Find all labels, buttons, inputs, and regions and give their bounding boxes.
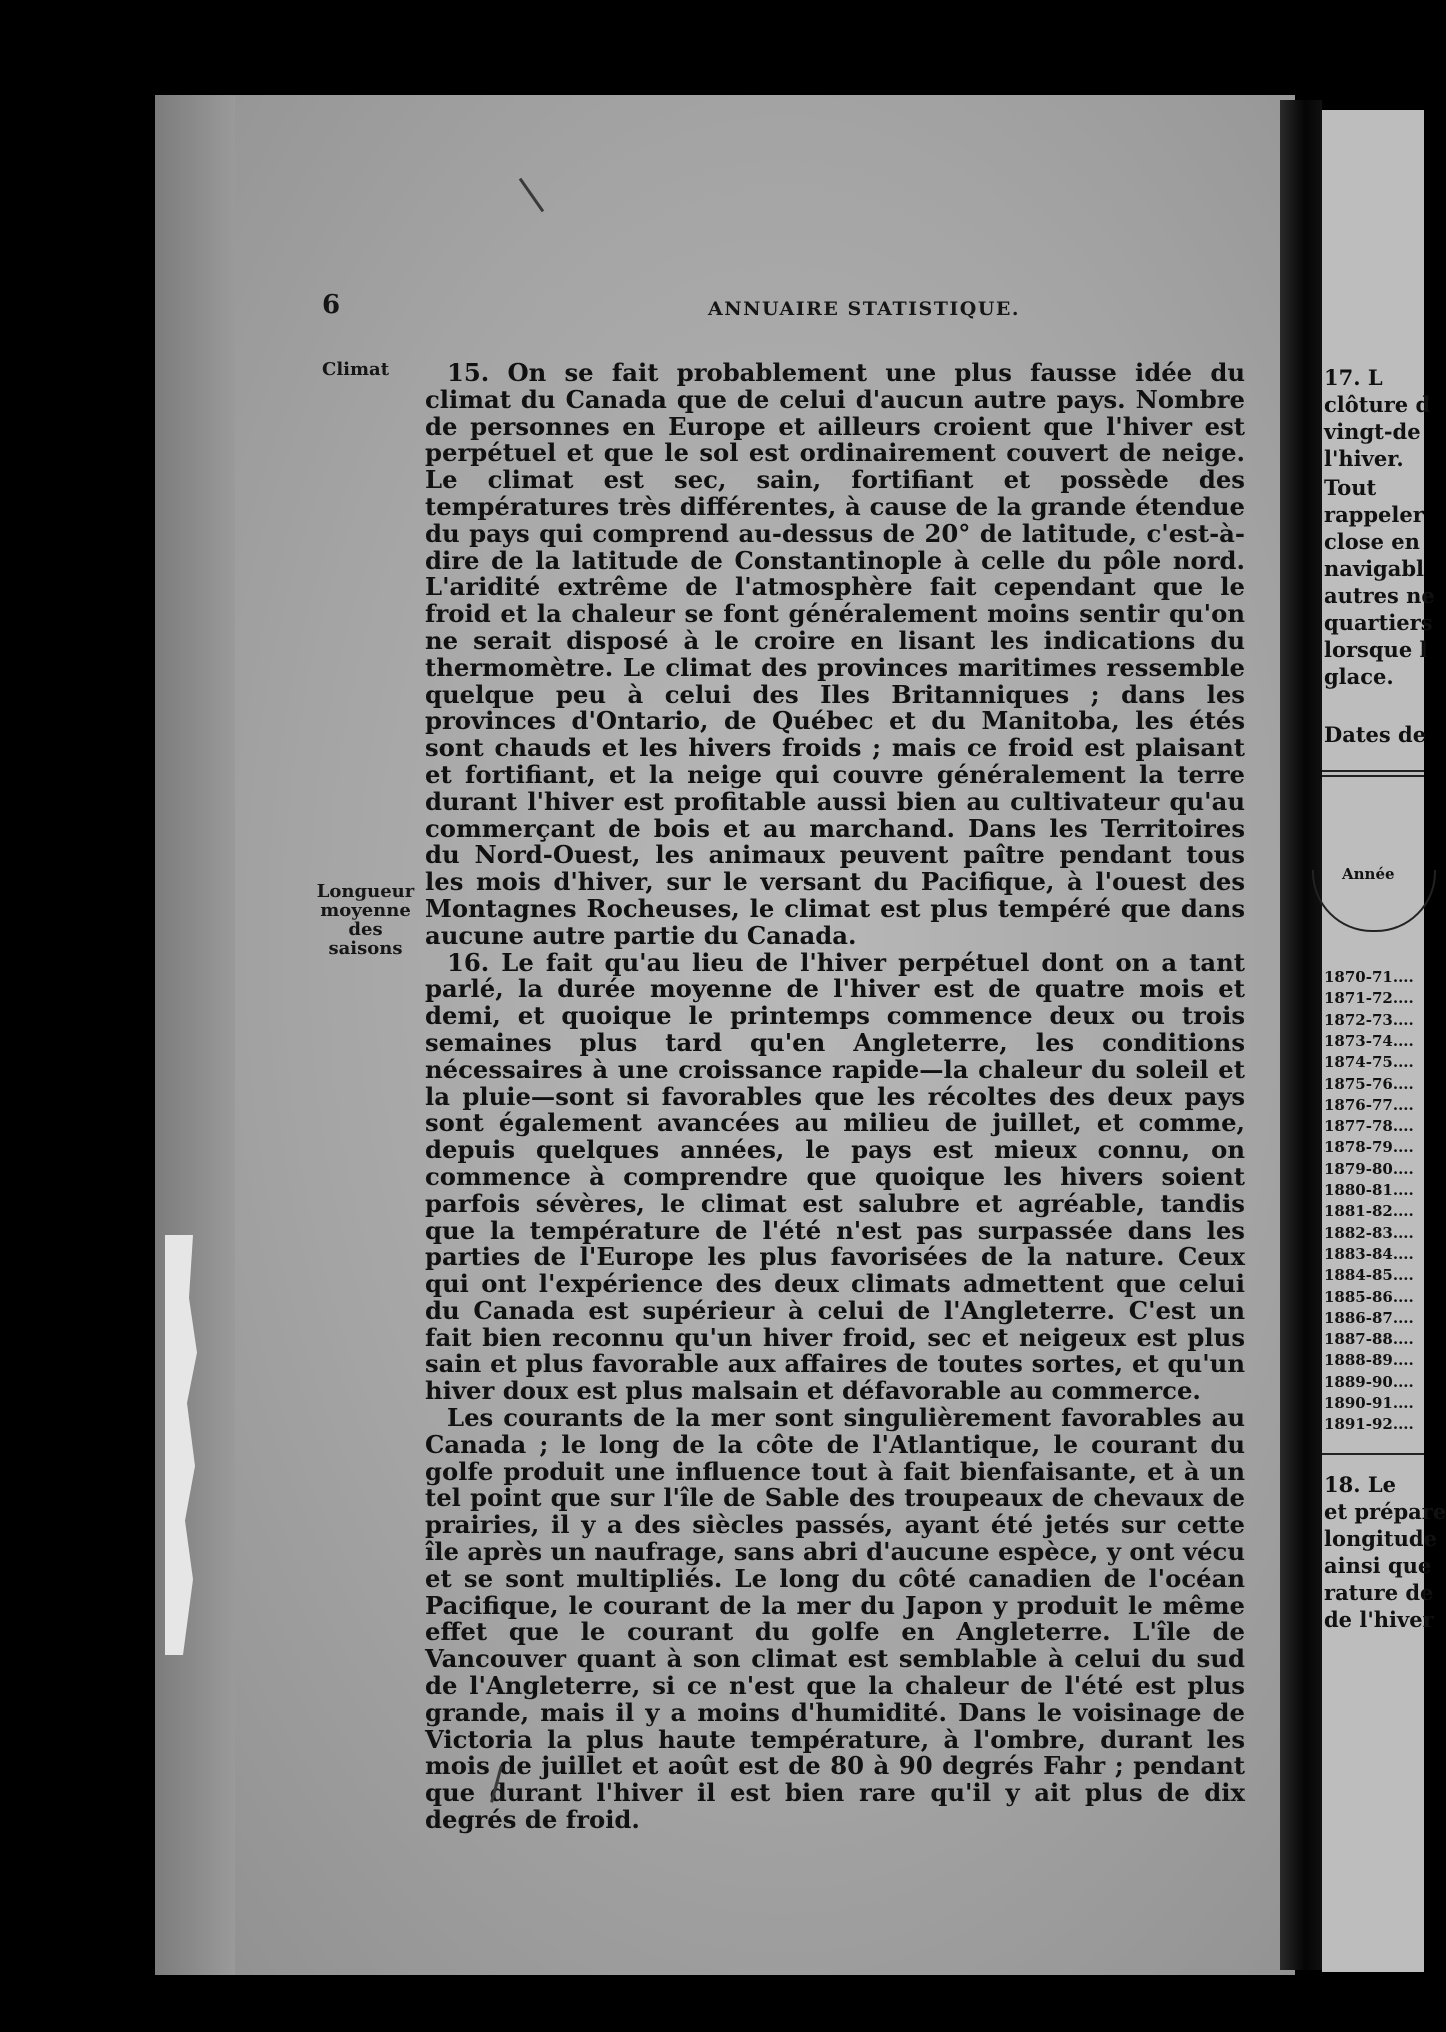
margin-note-line: Longueur — [316, 881, 415, 902]
facing-line: autres ne — [1324, 583, 1435, 608]
facing-line: 18. Le — [1324, 1472, 1396, 1497]
facing-table-row: 1874-75.... — [1324, 1053, 1414, 1072]
table-rule — [1322, 770, 1424, 772]
facing-line: close en — [1324, 529, 1420, 554]
margin-note-line: moyenne — [320, 900, 411, 921]
facing-table-row: 1890-91.... — [1324, 1394, 1414, 1412]
margin-note-line: des saisons — [328, 919, 403, 959]
body-text — [425, 360, 1245, 1834]
facing-table-row: 1887-88.... — [1324, 1330, 1414, 1349]
facing-table-header: Année — [1342, 865, 1395, 883]
facing-table-row: 1876-77.... — [1324, 1095, 1414, 1114]
facing-line: ainsi que — [1324, 1553, 1432, 1578]
facing-table-row: 1885-86.... — [1324, 1287, 1414, 1306]
facing-table-row: 1875-76.... — [1324, 1074, 1414, 1093]
facing-table-row: 1878-79.... — [1324, 1138, 1414, 1157]
facing-table-row: 1881-82.... — [1324, 1202, 1414, 1221]
table-rule — [1322, 1453, 1424, 1455]
facing-table-row: 1880-81.... — [1324, 1181, 1414, 1199]
book-gutter — [1280, 100, 1322, 1970]
facing-line: rappeler — [1324, 502, 1424, 527]
facing-line: de l'hiver — [1324, 1607, 1434, 1632]
paragraph-currents: Les courants de la mer sont singulièrement favorables au Canada ; le long de la côte de l'Atlantique, le courant du golfe produit une influence tout à fait bienfaisante, et à un tel point que sur l'île de Sable des troupeaux de chevaux de prairies, il y a des siècles passés, ayant été jetés sur cette île après un naufrage, sans abri d'aucune espèce, y ont vécu et se sont multipliés. Le long du côté canadien de l'océan Pacifique, le courant de la mer du Japon y produit le même effet que le courant du golfe en Angleterre. L'île de Vancouver quant à son climat est semblable à celui du sud de l'Angleterre, si ce n'est que la chaleur de l'été est plus grande, mais il y a moins d'humidité. Dans le voisinage de Victoria la plus haute température, à l'ombre, durant les mois de juillet et août est de 80 à 90 degrés Fahr ; pendant que durant l'hiver il est bien rare qu'il y ait plus de dix degrés de froid. — [425, 1403, 1245, 1835]
facing-table-row: 1886-87.... — [1324, 1308, 1414, 1327]
facing-line: et prépare — [1324, 1499, 1446, 1524]
facing-table-row: 1871-72.... — [1324, 989, 1414, 1008]
facing-line: navigabl — [1324, 556, 1425, 581]
facing-table-row: 1873-74.... — [1324, 1031, 1414, 1050]
facing-table-row: 1872-73.... — [1324, 1010, 1414, 1029]
facing-table-row: 1883-84.... — [1324, 1244, 1414, 1263]
margin-note-climate: Climat — [322, 359, 390, 380]
facing-line: 17. L — [1324, 365, 1383, 390]
facing-table-row: 1891-92.... — [1324, 1415, 1414, 1434]
facing-line: Tout — [1324, 475, 1377, 500]
facing-table-row: 1879-80.... — [1324, 1159, 1414, 1178]
running-head: ANNUAIRE STATISTIQUE. — [708, 298, 1020, 320]
paragraph-15: 15. On se fait probablement une plus fausse idée du climat du Canada que de celui d'aucun autre pays. Nombre de personnes en Europe et ailleurs croient que l'hiver est perpétuel et que le sol est ordinairement couvert de neige. Le climat est sec, sain, fortifiant et possède des températures très différentes, à cause de la grande étendue du pays qui comprend au-dessus de 20° de latitude, c'est-à-dire de la latitude de Constantinople à celle du pôle nord. L'aridité extrême de l'atmosphère fait cependant que le froid et la chaleur se font généralement moins sentir qu'on ne serait disposé à le croire en lisant les indications du thermomètre. Le climat des provinces maritimes ressemble quelque peu à celui des Iles Britanniques ; dans les provinces d'Ontario, de Québec et du Manitoba, les étés sont chauds et les hivers froids ; mais ce froid est plaisant et fortifiant, et la neige qui couvre généralement la terre durant l'hiver est profitable aussi bien au cultivateur qu'au commerçant de bois et au marchand. Dans les Territoires du Nord-Ouest, les animaux peuvent paître pendant tous les mois d'hiver, sur le versant du Pacifique, à l'ouest des Montagnes Rocheuses, le climat est plus tempéré que dans aucune autre partie du Canada. — [425, 358, 1245, 950]
facing-line: rature de — [1324, 1580, 1434, 1605]
facing-table-row: 1888-89.... — [1324, 1351, 1414, 1370]
facing-line: longitude — [1324, 1526, 1437, 1551]
facing-line: lorsque l — [1324, 637, 1428, 662]
facing-table-row: 1884-85.... — [1324, 1266, 1414, 1285]
table-rule — [1322, 775, 1424, 777]
facing-table-row: 1882-83.... — [1324, 1223, 1414, 1242]
margin-note-season-length — [313, 882, 418, 958]
facing-table-row: 1877-78.... — [1324, 1117, 1414, 1136]
facing-table-row: 1870-71.... — [1324, 968, 1414, 986]
facing-line: l'hiver. — [1324, 446, 1404, 471]
facing-table-row: 1889-90.... — [1324, 1372, 1414, 1391]
table-brace — [1312, 870, 1436, 932]
facing-line: quartiers — [1324, 610, 1433, 635]
paragraph-16: 16. Le fait qu'au lieu de l'hiver perpétuel dont on a tant parlé, la durée moyenne de l'hiver est de quatre mois et demi, et quoique le printemps commence deux ou trois semaines plus tard qu'en Angleterre, les conditions nécessaires à une croissance rapide—la chaleur du soleil et la pluie—sont si favorables que les récoltes des deux pays sont également avancées au milieu de juillet, et comme, depuis quelques années, le pays est mieux connu, on commence à comprendre que quoique les hivers soient parfois sévères, le climat est salubre et agréable, tandis que la température de l'été n'est pas surpassée dans les parties de l'Europe les plus favorisées de la nature. Ceux qui ont l'expérience des deux climats admettent que celui du Canada est supérieur à celui de l'Angleterre. C'est un fait bien reconnu qu'un hiver froid, sec et neigeux est plus sain et plus favorable aux affaires de toutes sortes, et qu'un hiver doux est plus malsain et défavorable au commerce. — [425, 947, 1245, 1406]
page-binding-shadow — [155, 95, 235, 1975]
facing-line: glace. — [1324, 664, 1394, 689]
facing-page-fragment — [1322, 110, 1446, 1972]
facing-line: clôture d — [1324, 392, 1431, 417]
facing-line: vingt-de — [1324, 419, 1421, 444]
page-number: 6 — [322, 290, 341, 320]
facing-dates-heading: Dates de — [1324, 722, 1427, 747]
